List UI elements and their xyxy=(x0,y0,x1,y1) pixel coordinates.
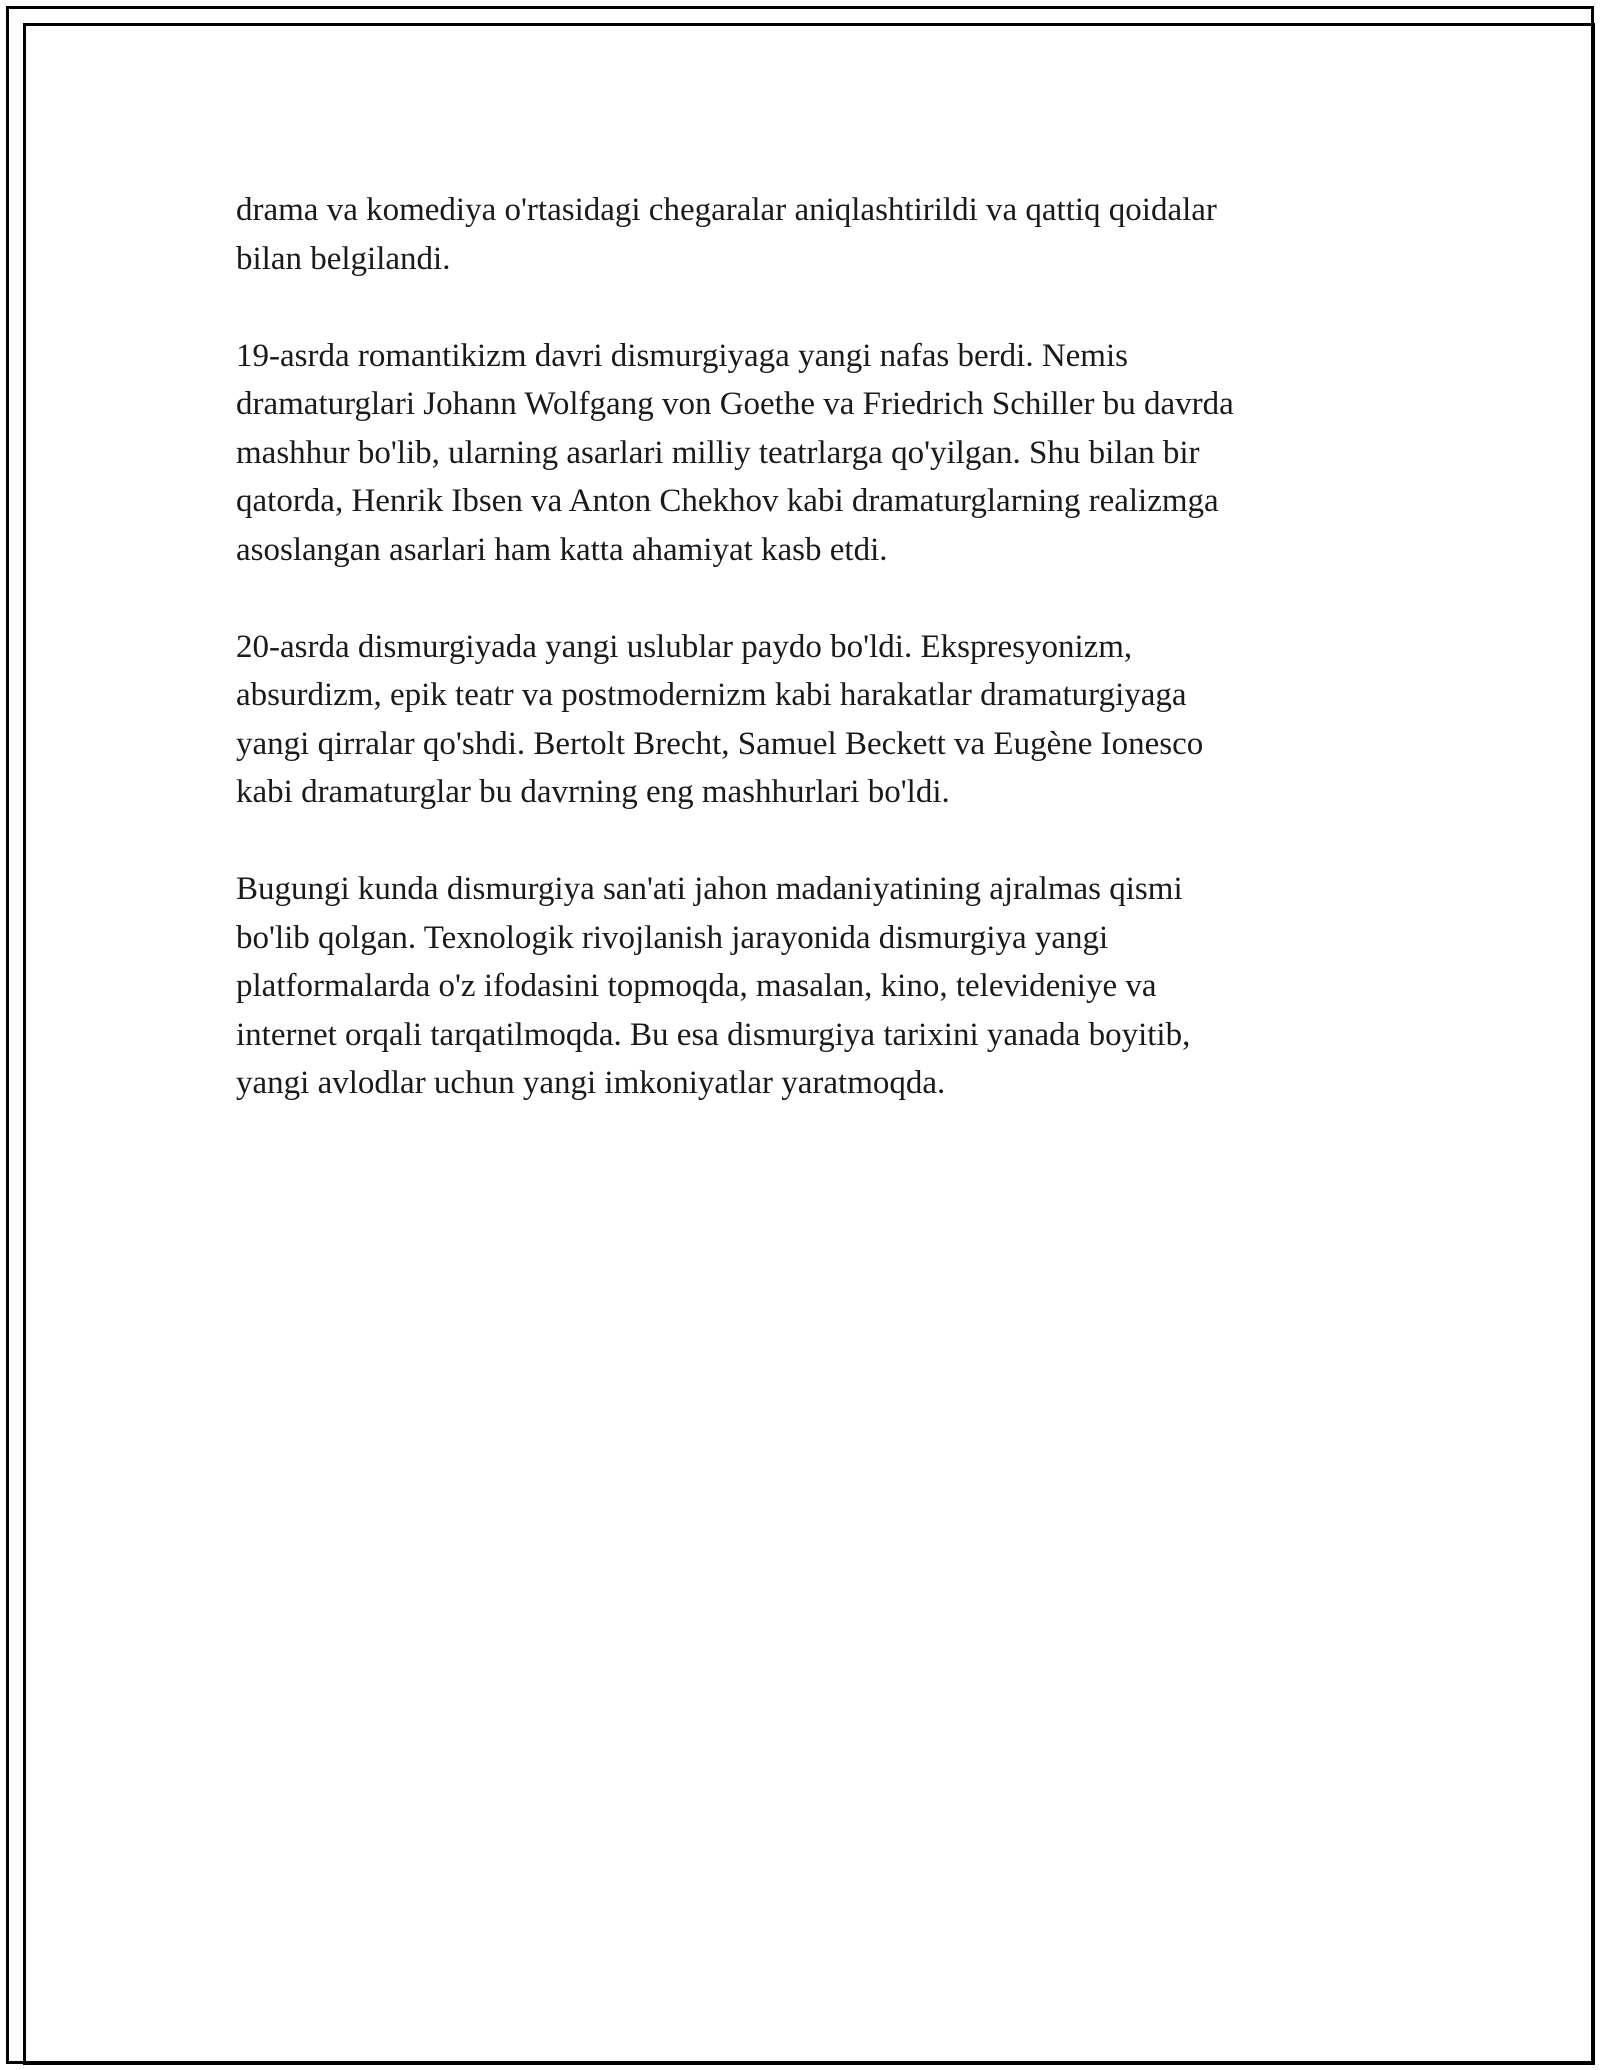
document-body xyxy=(236,186,1386,1108)
paragraph-4: Bugungi kunda dismurgiya san'ati jahon madaniyatining ajralmas qismi bo'lib qolgan. Texnologik rivojlanish jarayonida dismurgiya yangi platformalarda o'z ifodasini topmoqda, masalan, kino, televideniye va internet orqali tarqatilmoqda. Bu esa dismurgiya tarixini yanada boyitib, yangi avlodlar uchun yangi imkoniyatlar yaratmoqda. xyxy=(236,871,1191,1101)
paragraph-1: drama va komediya o'rtasidagi chegaralar aniqlashtirildi va qattiq qoidalar bilan belgilandi. xyxy=(236,192,1217,277)
paragraph-2: 19-asrda romantikizm davri dismurgiyaga yangi nafas berdi. Nemis dramaturglari Johann Wolfgang von Goethe va Friedrich Schiller bu davrda mashhur bo'lib, ularning asarlari milliy teatrlarga qo'yilgan. Shu bilan bir qatorda, Henrik Ibsen va Anton Chekhov kabi dramaturglarning realizmga asoslangan asarlari ham katta ahamiyat kasb etdi. xyxy=(236,337,1234,568)
paragraph-3: 20-asrda dismurgiyada yangi uslublar paydo bo'ldi. Ekspresyonizm, absurdizm, epik teatr va postmodernizm kabi harakatlar dramaturgiyaga yangi qirralar qo'shdi. Bertolt Brecht, Samuel Beckett va Eugène Ionesco kabi dramaturglar bu davrning eng mashhurlari bo'ldi. xyxy=(236,628,1204,810)
